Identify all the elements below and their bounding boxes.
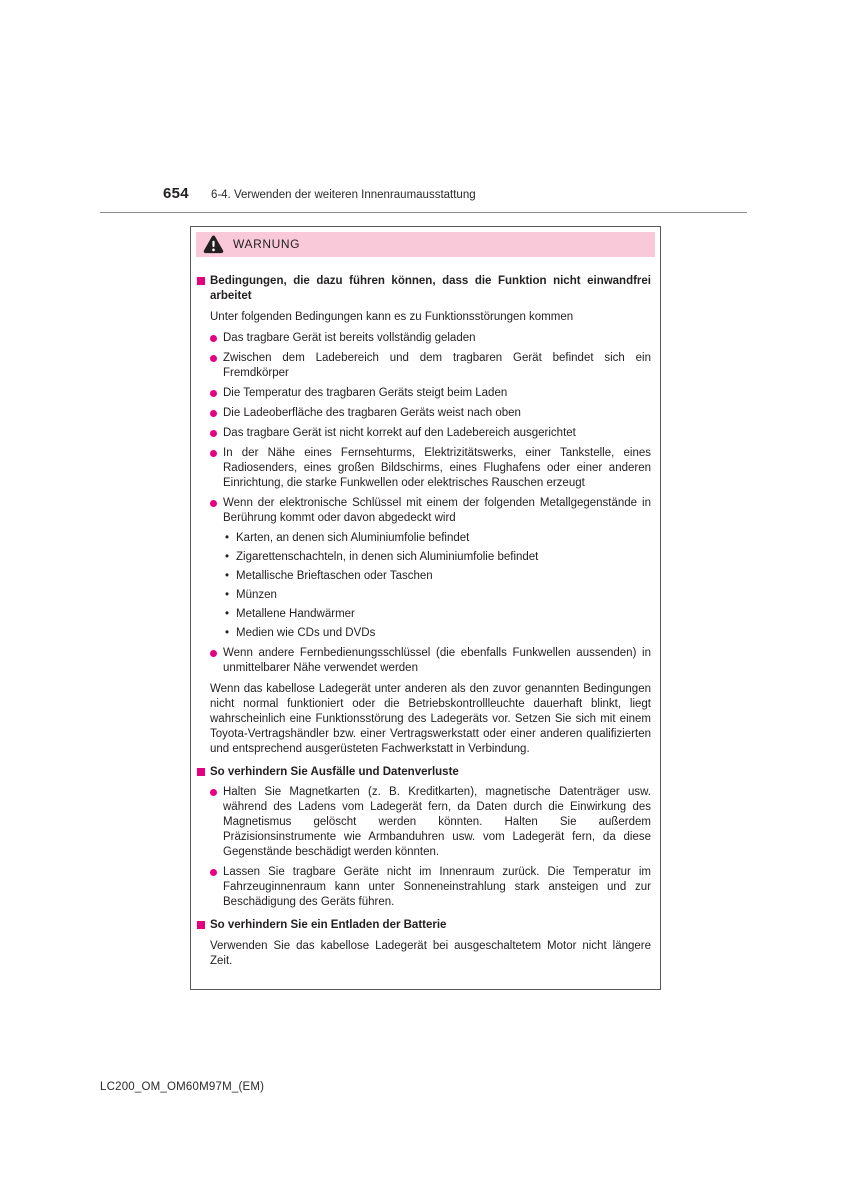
warning-subbullet-item: • Karten, an denen sich Aluminiumfolie befindet [225,531,651,546]
warning-bullet-item: Zwischen dem Ladebereich und dem tragbaren Gerät befindet sich ein Fremdkörper [210,351,651,381]
header-divider [100,212,747,213]
warning-bullet-item: Das tragbare Gerät ist nicht korrekt auf den Ladebereich ausgerichtet [210,426,651,441]
warning-bullet-item: In der Nähe eines Fernsehturms, Elektrizitätswerks, einer Tankstelle, eines Radiosenders, eines großen Bildschirms, eines Flughafens oder einer anderen Einrichtung, die starke Funkwellen oder elektrisches Rauschen erzeugt [210,446,651,491]
warning-section-heading-text: So verhindern Sie Ausfälle und Datenverluste [210,766,459,778]
footer-document-code: LC200_OM_OM60M97M_(EM) [100,1081,265,1093]
warning-titlebar [196,232,655,257]
warning-subbullet-item: • Münzen [225,588,651,603]
warning-content [196,257,655,969]
warning-section-heading-text: So verhindern Sie ein Entladen der Batterie [210,919,447,931]
warning-bullet-item: Das tragbare Gerät ist bereits vollständig geladen [210,331,651,346]
square-bullet-icon [197,921,205,929]
square-bullet-icon [197,768,205,776]
warning-paragraph: Wenn das kabellose Ladegerät unter anderen als den zuvor genannten Bedingungen nicht normal funktioniert oder die Betriebskontrollleuchte dauerhaft blinkt, liegt wahrscheinlich eine Funktionsstörung des Ladegeräts vor. Setzen Sie sich mit einem Toyota-Vertragshändler bzw. einer Vertragswerkstatt oder einer anderen qualifizierten und entsprechend ausgerüsteten Fachwerkstatt in Verbindung. [210,683,651,755]
warning-bullet-item: Wenn der elektronische Schlüssel mit einem der folgenden Metallgegenstände in Berührung kommt oder davon abgedeckt wird [210,496,651,526]
page-number: 654 [163,185,189,202]
warning-subbullet-item: • Metallische Brieftaschen oder Taschen [225,569,651,584]
page-header [163,186,748,203]
warning-bullet-item: Die Temperatur des tragbaren Geräts steigt beim Laden [210,386,651,401]
warning-paragraph: Verwenden Sie das kabellose Ladegerät bei ausgeschaltetem Motor nicht längere Zeit. [210,940,651,967]
warning-bullet-item: Lassen Sie tragbare Geräte nicht im Innenraum zurück. Die Temperatur im Fahrzeuginnenraum kann unter Sonneneinstrahlung stark ansteigen und zur Beschädigung des Geräts führen. [210,865,651,910]
warning-subbullet-item: • Metallene Handwärmer [225,607,651,622]
warning-bullet-item: Wenn andere Fernbedienungsschlüssel (die ebenfalls Funkwellen aussenden) in unmittelbarer Nähe verwendet werden [210,646,651,676]
warning-section-heading [197,274,651,304]
warning-subbullet-item: • Medien wie CDs und DVDs [225,626,651,641]
warning-section-heading [197,918,651,933]
warning-section-heading [197,765,651,780]
warning-bullet-item: Halten Sie Magnetkarten (z. B. Kreditkarten), magnetische Datenträger usw. während des Ladens vom Ladegerät fern, da Daten durch die Einwirkung des Magnetismus gelöscht werden könnten. Halten Sie außerdem Präzisionsinstrumente wie Armbanduhren usw. vom Ladegerät fern, da diese Gegenstände beschädigt werden könnten. [210,785,651,860]
square-bullet-icon [197,277,205,285]
warning-paragraph: Unter folgenden Bedingungen kann es zu Funktionsstörungen kommen [210,311,574,323]
warning-subbullet-item: • Zigarettenschachteln, in denen sich Aluminiumfolie befindet [225,550,651,565]
warning-section-heading-text: Bedingungen, die dazu führen können, dass die Funktion nicht einwandfrei arbeitet [210,275,651,302]
warning-box [190,226,661,990]
warning-bullet-item: Die Ladeoberfläche des tragbaren Geräts weist nach oben [210,406,651,421]
warning-title: WARNUNG [233,237,301,251]
warning-triangle-icon [203,235,224,254]
chapter-title: 6-4. Verwenden der weiteren Innenraumausstattung [210,189,476,201]
